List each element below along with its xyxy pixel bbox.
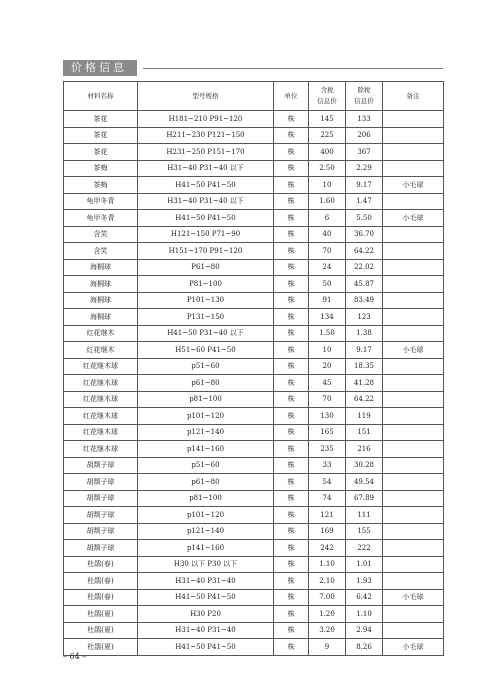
cell-material-name: 杜鹃(夏) — [64, 622, 138, 639]
cell-tax-excluded-price: 41.28 — [346, 375, 383, 392]
cell-material-name: 胡颓子球 — [64, 474, 138, 491]
cell-tax-included-price: 235 — [309, 441, 346, 458]
cell-material-name: 龟甲冬青 — [64, 210, 138, 227]
cell-unit: 株 — [274, 573, 309, 590]
cell-tax-included-price: 91 — [309, 292, 346, 309]
cell-tax-included-price: 3.20 — [309, 622, 346, 639]
cell-tax-excluded-price: 36.70 — [346, 226, 383, 243]
table-row — [64, 589, 444, 606]
table-row — [64, 144, 444, 161]
cell-tax-included-price: 20 — [309, 358, 346, 375]
cell-remark — [383, 276, 444, 293]
cell-remark — [383, 309, 444, 326]
header-spec: 型号规格 — [138, 82, 274, 111]
cell-material-name: 胡颓子球 — [64, 457, 138, 474]
cell-remark — [383, 193, 444, 210]
cell-tax-excluded-price: 216 — [346, 441, 383, 458]
header-tax-excluded-line1: 除税 — [357, 86, 371, 94]
cell-unit: 株 — [274, 523, 309, 540]
cell-tax-excluded-price: 49.54 — [346, 474, 383, 491]
header-unit: 单位 — [274, 82, 309, 111]
cell-tax-excluded-price: 9.17 — [346, 342, 383, 359]
cell-tax-excluded-price: 64.22 — [346, 243, 383, 260]
cell-tax-excluded-price: 22.02 — [346, 259, 383, 276]
cell-tax-included-price: 242 — [309, 540, 346, 557]
cell-material-name: 茶花 — [64, 144, 138, 161]
cell-remark — [383, 144, 444, 161]
section-header — [63, 60, 443, 76]
cell-tax-included-price: 1.60 — [309, 193, 346, 210]
cell-spec: P61~80 — [138, 259, 274, 276]
table-header-row — [64, 82, 444, 111]
cell-material-name: 龟甲冬青 — [64, 193, 138, 210]
cell-tax-included-price: 1.10 — [309, 556, 346, 573]
table-row — [64, 160, 444, 177]
cell-tax-included-price: 225 — [309, 127, 346, 144]
cell-unit: 株 — [274, 457, 309, 474]
table-row — [64, 193, 444, 210]
cell-tax-included-price: 24 — [309, 259, 346, 276]
cell-material-name: 海桐球 — [64, 259, 138, 276]
cell-material-name: 茶花 — [64, 111, 138, 128]
cell-unit: 株 — [274, 375, 309, 392]
cell-remark: 小毛球 — [383, 639, 444, 656]
cell-unit: 株 — [274, 292, 309, 309]
cell-unit: 株 — [274, 622, 309, 639]
table-row — [64, 474, 444, 491]
cell-unit: 株 — [274, 325, 309, 342]
cell-unit: 株 — [274, 243, 309, 260]
cell-spec: H121~150 P71~90 — [138, 226, 274, 243]
cell-spec: p121~140 — [138, 523, 274, 540]
cell-spec: p51~60 — [138, 358, 274, 375]
cell-spec: H51~60 P41~50 — [138, 342, 274, 359]
cell-tax-included-price: 74 — [309, 490, 346, 507]
cell-remark: 小毛球 — [383, 589, 444, 606]
cell-remark: 小毛球 — [383, 210, 444, 227]
table-row — [64, 111, 444, 128]
cell-tax-excluded-price: 64.22 — [346, 391, 383, 408]
cell-spec: H30 P20 — [138, 606, 274, 623]
cell-material-name: 红花继木球 — [64, 441, 138, 458]
cell-spec: p61~80 — [138, 375, 274, 392]
cell-unit: 株 — [274, 177, 309, 194]
header-tax-included-line2: 信息价 — [317, 97, 337, 105]
cell-tax-excluded-price: 123 — [346, 309, 383, 326]
table-row — [64, 523, 444, 540]
cell-spec: p61~80 — [138, 474, 274, 491]
cell-unit: 株 — [274, 408, 309, 425]
cell-tax-included-price: 165 — [309, 424, 346, 441]
table-row — [64, 424, 444, 441]
cell-spec: H31~40 P31~40 以下 — [138, 160, 274, 177]
cell-tax-included-price: 33 — [309, 457, 346, 474]
cell-unit: 株 — [274, 639, 309, 656]
cell-remark: 小毛球 — [383, 342, 444, 359]
cell-material-name: 杜鹃(春) — [64, 573, 138, 590]
cell-tax-excluded-price: 5.50 — [346, 210, 383, 227]
cell-material-name: 茶梅 — [64, 160, 138, 177]
cell-remark — [383, 160, 444, 177]
cell-tax-excluded-price: 222 — [346, 540, 383, 557]
cell-material-name: 杜鹃(春) — [64, 589, 138, 606]
cell-remark — [383, 523, 444, 540]
cell-remark — [383, 424, 444, 441]
cell-tax-excluded-price: 1.01 — [346, 556, 383, 573]
cell-remark — [383, 358, 444, 375]
cell-unit: 株 — [274, 193, 309, 210]
cell-tax-included-price: 10 — [309, 342, 346, 359]
cell-tax-excluded-price: 67.89 — [346, 490, 383, 507]
cell-tax-included-price: 9 — [309, 639, 346, 656]
cell-material-name: 海桐球 — [64, 276, 138, 293]
cell-material-name: 红花继木球 — [64, 424, 138, 441]
table-row — [64, 441, 444, 458]
cell-spec: H31~40 P31~40 — [138, 622, 274, 639]
page-number: – 64 – — [63, 652, 87, 661]
cell-tax-excluded-price: 206 — [346, 127, 383, 144]
table-row — [64, 243, 444, 260]
table-row — [64, 210, 444, 227]
cell-tax-included-price: 2.10 — [309, 573, 346, 590]
cell-spec: H31~40 P31~40 — [138, 573, 274, 590]
cell-unit: 株 — [274, 556, 309, 573]
cell-spec: P101~130 — [138, 292, 274, 309]
cell-unit: 株 — [274, 144, 309, 161]
cell-spec: p81~100 — [138, 391, 274, 408]
cell-unit: 株 — [274, 210, 309, 227]
cell-remark — [383, 292, 444, 309]
cell-tax-excluded-price: 151 — [346, 424, 383, 441]
cell-remark — [383, 375, 444, 392]
table-row — [64, 358, 444, 375]
table-row — [64, 276, 444, 293]
cell-material-name: 杜鹃(夏) — [64, 639, 138, 656]
section-divider — [143, 68, 443, 69]
cell-unit: 株 — [274, 259, 309, 276]
cell-unit: 株 — [274, 276, 309, 293]
cell-remark — [383, 226, 444, 243]
cell-tax-excluded-price: 119 — [346, 408, 383, 425]
cell-unit: 株 — [274, 127, 309, 144]
cell-tax-included-price: 70 — [309, 391, 346, 408]
cell-spec: p141~160 — [138, 540, 274, 557]
cell-material-name: 红花继木 — [64, 325, 138, 342]
cell-material-name: 胡颓子球 — [64, 540, 138, 557]
table-row — [64, 606, 444, 623]
cell-unit: 株 — [274, 606, 309, 623]
table-row — [64, 556, 444, 573]
cell-tax-included-price: 70 — [309, 243, 346, 260]
cell-unit: 株 — [274, 441, 309, 458]
cell-tax-included-price: 54 — [309, 474, 346, 491]
cell-spec: P131~150 — [138, 309, 274, 326]
cell-unit: 株 — [274, 342, 309, 359]
cell-unit: 株 — [274, 507, 309, 524]
cell-tax-excluded-price: 1.38 — [346, 325, 383, 342]
cell-material-name: 海桐球 — [64, 309, 138, 326]
cell-tax-included-price: 40 — [309, 226, 346, 243]
cell-spec: H181~210 P91~120 — [138, 111, 274, 128]
cell-unit: 株 — [274, 391, 309, 408]
cell-spec: H31~40 P31~40 以下 — [138, 193, 274, 210]
table-row — [64, 325, 444, 342]
cell-tax-excluded-price: 2.29 — [346, 160, 383, 177]
cell-remark — [383, 127, 444, 144]
cell-spec: p121~140 — [138, 424, 274, 441]
header-tax-included-line1: 含税 — [320, 86, 334, 94]
cell-remark — [383, 259, 444, 276]
cell-spec: H41~50 P41~50 — [138, 589, 274, 606]
cell-spec: p101~120 — [138, 408, 274, 425]
cell-spec: H151~170 P91~120 — [138, 243, 274, 260]
cell-spec: H41~50 P41~50 — [138, 177, 274, 194]
cell-tax-included-price: 130 — [309, 408, 346, 425]
cell-tax-included-price: 121 — [309, 507, 346, 524]
cell-spec: H41~50 P41~50 — [138, 639, 274, 656]
cell-unit: 株 — [274, 358, 309, 375]
cell-tax-excluded-price: 367 — [346, 144, 383, 161]
header-tax-excluded-line2: 信息价 — [354, 97, 374, 105]
cell-remark — [383, 540, 444, 557]
cell-material-name: 茶花 — [64, 127, 138, 144]
cell-material-name: 红花继木球 — [64, 358, 138, 375]
cell-tax-excluded-price: 30.28 — [346, 457, 383, 474]
table-row — [64, 375, 444, 392]
table-row — [64, 342, 444, 359]
cell-material-name: 红花继木球 — [64, 391, 138, 408]
cell-tax-excluded-price: 83.49 — [346, 292, 383, 309]
table-body — [64, 111, 444, 656]
cell-material-name: 杜鹃(春) — [64, 556, 138, 573]
cell-tax-excluded-price: 111 — [346, 507, 383, 524]
price-table — [63, 81, 444, 656]
cell-tax-included-price: 6 — [309, 210, 346, 227]
cell-tax-excluded-price: 9.17 — [346, 177, 383, 194]
cell-remark — [383, 606, 444, 623]
table-row — [64, 457, 444, 474]
section-title: 价格信息 — [63, 60, 137, 76]
cell-tax-included-price: 50 — [309, 276, 346, 293]
cell-material-name: 胡颓子球 — [64, 523, 138, 540]
table-row — [64, 391, 444, 408]
header-remark: 备注 — [383, 82, 444, 111]
cell-unit: 株 — [274, 490, 309, 507]
cell-tax-excluded-price: 1.47 — [346, 193, 383, 210]
cell-unit: 株 — [274, 160, 309, 177]
cell-tax-excluded-price: 45.87 — [346, 276, 383, 293]
cell-unit: 株 — [274, 226, 309, 243]
cell-remark — [383, 573, 444, 590]
cell-spec: P81~100 — [138, 276, 274, 293]
cell-unit: 株 — [274, 474, 309, 491]
cell-unit: 株 — [274, 111, 309, 128]
cell-tax-excluded-price: 2.94 — [346, 622, 383, 639]
cell-spec: H41~50 P41~50 — [138, 210, 274, 227]
cell-spec: H30 以下 P30 以下 — [138, 556, 274, 573]
cell-tax-included-price: 2.50 — [309, 160, 346, 177]
cell-tax-included-price: 400 — [309, 144, 346, 161]
table-row — [64, 540, 444, 557]
cell-tax-included-price: 145 — [309, 111, 346, 128]
header-tax-excluded-price — [346, 82, 383, 111]
cell-spec: p51~60 — [138, 457, 274, 474]
cell-spec: p101~120 — [138, 507, 274, 524]
header-material-name: 材料名称 — [64, 82, 138, 111]
cell-material-name: 含笑 — [64, 243, 138, 260]
cell-tax-included-price: 1.50 — [309, 325, 346, 342]
cell-material-name: 红花继木球 — [64, 375, 138, 392]
cell-tax-included-price: 10 — [309, 177, 346, 194]
cell-tax-excluded-price: 155 — [346, 523, 383, 540]
cell-remark — [383, 111, 444, 128]
table-row — [64, 177, 444, 194]
cell-unit: 株 — [274, 424, 309, 441]
cell-tax-included-price: 169 — [309, 523, 346, 540]
table-row — [64, 490, 444, 507]
cell-unit: 株 — [274, 309, 309, 326]
cell-remark — [383, 507, 444, 524]
cell-material-name: 红花继木球 — [64, 408, 138, 425]
cell-spec: p141~160 — [138, 441, 274, 458]
cell-tax-excluded-price: 6.42 — [346, 589, 383, 606]
table-row — [64, 622, 444, 639]
table-row — [64, 309, 444, 326]
table-row — [64, 573, 444, 590]
cell-remark — [383, 243, 444, 260]
cell-tax-included-price: 7.00 — [309, 589, 346, 606]
cell-tax-included-price: 45 — [309, 375, 346, 392]
cell-material-name: 杜鹃(夏) — [64, 606, 138, 623]
cell-spec: H211~230 P121~150 — [138, 127, 274, 144]
cell-material-name: 含笑 — [64, 226, 138, 243]
table-row — [64, 259, 444, 276]
cell-material-name: 胡颓子球 — [64, 490, 138, 507]
cell-tax-excluded-price: 1.93 — [346, 573, 383, 590]
table-row — [64, 408, 444, 425]
cell-tax-excluded-price: 18.35 — [346, 358, 383, 375]
cell-remark — [383, 556, 444, 573]
cell-tax-excluded-price: 133 — [346, 111, 383, 128]
cell-material-name: 红花继木 — [64, 342, 138, 359]
header-tax-included-price — [309, 82, 346, 111]
cell-unit: 株 — [274, 540, 309, 557]
cell-spec: p81~100 — [138, 490, 274, 507]
cell-remark — [383, 474, 444, 491]
cell-unit: 株 — [274, 589, 309, 606]
cell-tax-included-price: 134 — [309, 309, 346, 326]
table-row — [64, 507, 444, 524]
cell-tax-excluded-price: 1.10 — [346, 606, 383, 623]
cell-remark — [383, 391, 444, 408]
cell-remark — [383, 325, 444, 342]
cell-remark — [383, 622, 444, 639]
table-row — [64, 127, 444, 144]
cell-tax-included-price: 1.20 — [309, 606, 346, 623]
cell-remark — [383, 408, 444, 425]
cell-spec: H231~250 P151~170 — [138, 144, 274, 161]
cell-remark — [383, 490, 444, 507]
cell-material-name: 海桐球 — [64, 292, 138, 309]
cell-remark: 小毛球 — [383, 177, 444, 194]
cell-remark — [383, 457, 444, 474]
cell-spec: H41~50 P31~40 以下 — [138, 325, 274, 342]
table-row — [64, 639, 444, 656]
table-row — [64, 292, 444, 309]
cell-material-name: 胡颓子球 — [64, 507, 138, 524]
cell-material-name: 茶梅 — [64, 177, 138, 194]
cell-tax-excluded-price: 8.26 — [346, 639, 383, 656]
table-row — [64, 226, 444, 243]
cell-remark — [383, 441, 444, 458]
